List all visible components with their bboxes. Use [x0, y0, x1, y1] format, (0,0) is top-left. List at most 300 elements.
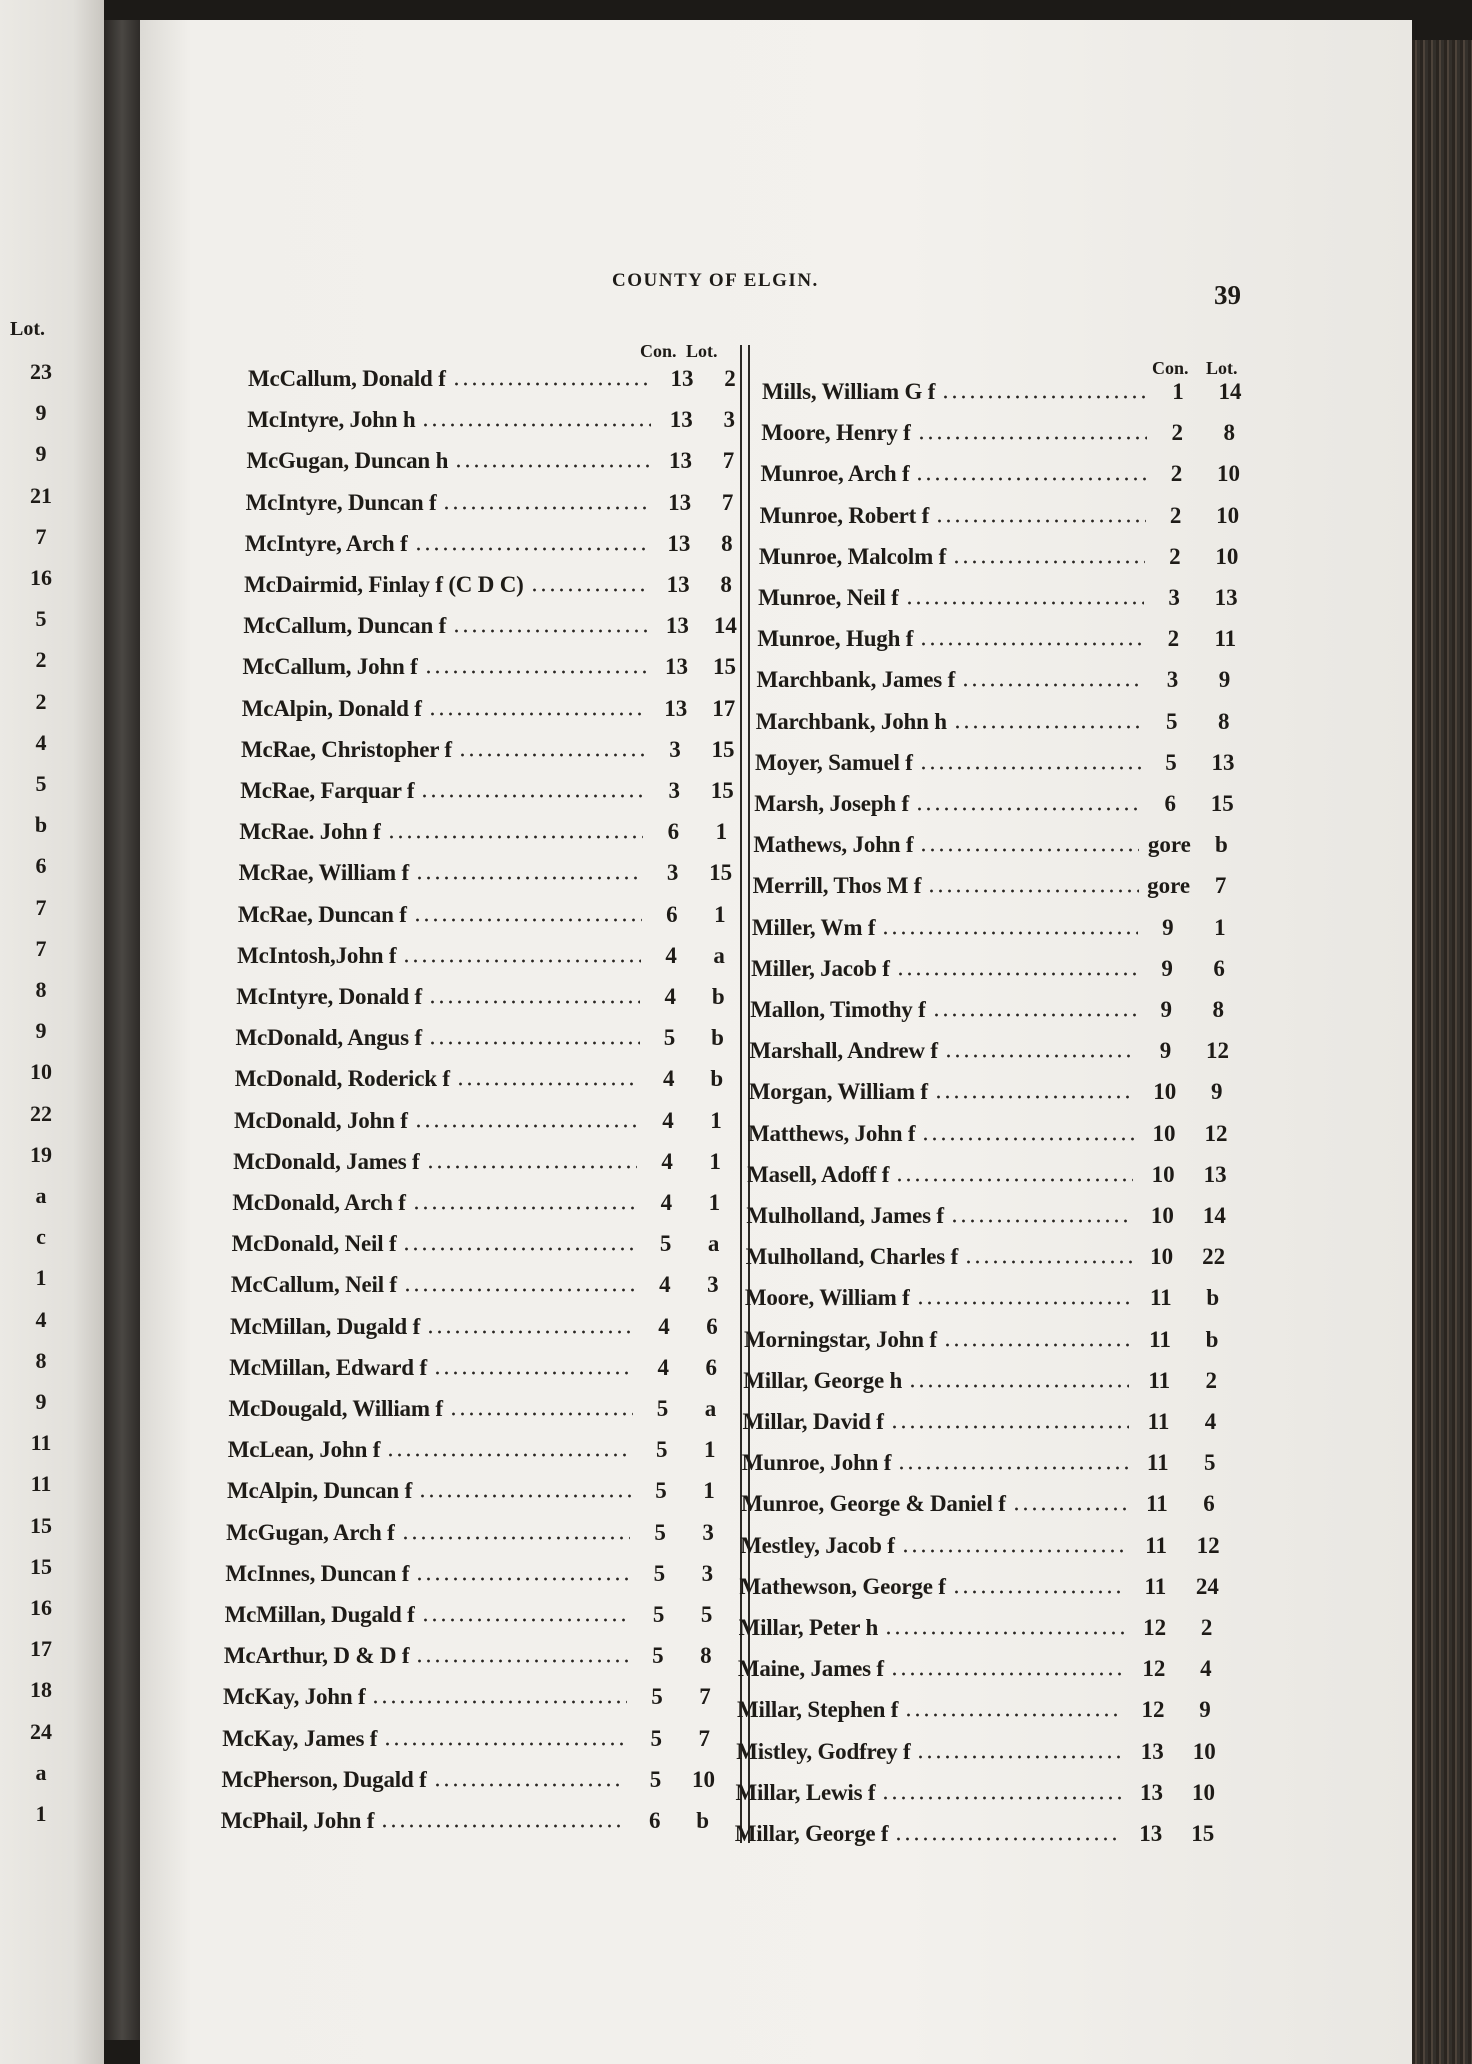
entry-con: 6: [667, 819, 680, 845]
entry-lot: 5: [700, 1602, 713, 1627]
list-entry: [236, 1025, 726, 1059]
entry-lot: a: [704, 1396, 717, 1421]
list-entry: [246, 448, 736, 482]
list-entry: [737, 1697, 1217, 1731]
leader-dots: [413, 918, 642, 922]
entry-con: 13: [666, 572, 690, 597]
previous-page-lot: a: [35, 1759, 47, 1785]
entry-name: McLean, John f: [227, 1437, 381, 1463]
leader-dots: [402, 959, 641, 963]
entry-con: 11: [1145, 1532, 1168, 1558]
list-entry: [221, 1808, 711, 1842]
entry-lot: b: [1206, 1285, 1220, 1311]
entry-lot: b: [696, 1808, 710, 1833]
leader-dots: [934, 1095, 1135, 1099]
leader-dots: [415, 1577, 629, 1581]
entry-name: Morgan, William f: [748, 1079, 928, 1105]
entry-lot: 15: [711, 736, 735, 762]
leader-dots: [414, 547, 649, 551]
entry-lot: 8: [1212, 997, 1225, 1022]
previous-page-lot: 8: [35, 977, 47, 1002]
leader-dots: [917, 436, 1148, 440]
entry-lot: b: [711, 1025, 724, 1051]
entry-con: 12: [1143, 1615, 1167, 1640]
leader-dots: [1012, 1507, 1127, 1511]
leader-dots: [884, 1631, 1125, 1635]
list-entry: [742, 1450, 1222, 1484]
entry-name: Matthews, John f: [747, 1120, 916, 1146]
leader-dots: [894, 1837, 1120, 1841]
entry-lot: 9: [1218, 667, 1231, 693]
entry-lot: 4: [1204, 1409, 1217, 1434]
book-gutter: [104, 20, 140, 2040]
list-entry: [758, 585, 1238, 619]
entry-lot: 7: [699, 1684, 711, 1710]
previous-page-lot: 18: [30, 1677, 52, 1703]
entry-con: 5: [655, 1437, 668, 1463]
entry-con: 13: [665, 613, 689, 639]
list-entry: [229, 1355, 719, 1389]
running-head: COUNTY OF ELGIN.: [612, 270, 819, 291]
leader-dots: [895, 1178, 1133, 1182]
entry-con: 13: [1140, 1738, 1164, 1764]
entry-lot: 15: [709, 860, 733, 886]
entry-lot: b: [1205, 1326, 1219, 1352]
list-entry: [238, 860, 733, 894]
entry-lot: 10: [1215, 543, 1239, 569]
entry-con: 2: [1169, 543, 1181, 569]
entry-con: gore: [1147, 873, 1191, 899]
previous-page-lot: 2: [35, 688, 47, 714]
list-entry: [240, 736, 735, 771]
entry-name: McGugan, Arch f: [226, 1519, 395, 1545]
entry-lot: b: [710, 1066, 724, 1092]
list-entry: [745, 1285, 1225, 1319]
list-entry: [225, 1561, 715, 1595]
entry-con: 4: [665, 942, 677, 968]
leader-dots: [943, 1343, 1130, 1347]
leader-dots: [927, 889, 1138, 893]
previous-page-lot: 4: [35, 1306, 47, 1332]
leader-dots: [952, 560, 1145, 564]
entry-name: McGugan, Duncan h: [246, 448, 449, 474]
entry-con: 1: [1172, 379, 1184, 404]
list-entry: [247, 407, 737, 441]
entry-name: Munroe, Arch f: [760, 461, 910, 487]
entry-lot: 1: [714, 901, 726, 927]
list-entry: [736, 1739, 1216, 1773]
previous-page-lot: 7: [35, 894, 47, 920]
entry-con: 10: [1150, 1244, 1174, 1270]
entry-con: 4: [658, 1313, 670, 1339]
leader-dots: [415, 876, 643, 880]
entry-name: Marsh, Joseph f: [754, 791, 909, 816]
entry-lot: 5: [1203, 1450, 1216, 1476]
entry-lot: 1: [710, 1107, 722, 1133]
right-con-header: Con.: [1152, 358, 1189, 378]
previous-page-lot: 10: [30, 1059, 52, 1085]
entry-name: McKay, John f: [223, 1684, 366, 1710]
leader-dots: [383, 1742, 626, 1746]
list-entry: [223, 1684, 713, 1718]
entry-lot: 2: [1205, 1367, 1218, 1393]
list-entry: [743, 1409, 1223, 1443]
entry-lot: 14: [1202, 1203, 1226, 1228]
entry-con: 4: [657, 1354, 670, 1380]
entry-name: Mistley, Godfrey f: [736, 1738, 911, 1764]
entry-name: McRae, Farquar f: [240, 778, 415, 803]
entry-name: McPhail, John f: [220, 1808, 375, 1833]
list-entry: [240, 778, 734, 812]
entry-name: Morningstar, John f: [744, 1326, 937, 1352]
previous-page-lot: 16: [30, 1595, 52, 1620]
entry-name: Mestley, Jacob f: [740, 1532, 895, 1558]
entry-lot: 12: [1206, 1038, 1230, 1064]
entry-con: gore: [1147, 832, 1191, 858]
leader-dots: [890, 1672, 1124, 1676]
entry-name: Miller, Wm f: [751, 914, 876, 940]
entry-name: McDonald, Angus f: [235, 1025, 422, 1051]
entry-name: Mulholland, James f: [746, 1203, 944, 1228]
entry-con: 13: [1139, 1779, 1163, 1805]
leader-dots: [908, 1384, 1129, 1388]
list-entry: [746, 1203, 1226, 1237]
entry-lot: a: [707, 1231, 720, 1257]
page-block-edge: [1412, 40, 1472, 2064]
entry-name: McMillan, Dugald f: [224, 1602, 415, 1627]
entry-lot: 8: [1223, 420, 1235, 446]
leader-dots: [916, 1301, 1131, 1305]
leader-dots: [414, 1124, 638, 1128]
previous-page-lot-header: Lot.: [10, 318, 45, 340]
entry-lot: 10: [1216, 461, 1240, 487]
leader-dots: [426, 1165, 638, 1169]
previous-page-lot: 24: [30, 1718, 52, 1744]
list-entry: [740, 1533, 1220, 1567]
leader-dots: [919, 848, 1139, 852]
list-entry: [760, 461, 1240, 495]
entry-lot: 12: [1196, 1532, 1220, 1558]
entry-con: 9: [1162, 914, 1174, 940]
entry-con: 2: [1170, 461, 1183, 487]
entry-lot: 13: [1211, 749, 1235, 775]
leader-dots: [412, 1206, 637, 1210]
previous-page-lot: 7: [35, 935, 47, 961]
list-entry: [243, 613, 737, 647]
list-entry: [229, 1396, 719, 1430]
entry-lot: b: [1215, 832, 1228, 858]
entry-name: Mallon, Timothy f: [750, 997, 926, 1022]
entry-con: 12: [1142, 1656, 1166, 1682]
entry-name: Millar, David f: [742, 1409, 884, 1434]
entry-lot: 7: [698, 1725, 710, 1751]
list-entry: [747, 1162, 1227, 1196]
entry-con: 5: [656, 1396, 669, 1421]
previous-page-lot: 9: [35, 1018, 47, 1044]
list-entry: [232, 1190, 722, 1224]
previous-page-lot: a: [35, 1183, 47, 1208]
list-entry: [757, 626, 1237, 660]
entry-name: Marshall, Andrew f: [749, 1038, 938, 1064]
entry-name: McCallum, Duncan f: [243, 613, 447, 639]
entry-con: 9: [1159, 1038, 1172, 1064]
list-entry: [241, 695, 736, 730]
entry-lot: 3: [707, 1272, 719, 1298]
leader-dots: [905, 601, 1144, 605]
entry-con: 4: [664, 984, 677, 1009]
entry-lot: 9: [1199, 1697, 1211, 1723]
entry-con: 2: [1167, 626, 1180, 652]
previous-page-lot: 19: [30, 1141, 52, 1167]
entry-name: Mathews, John f: [753, 832, 914, 858]
leader-dots: [941, 395, 1148, 399]
previous-page-lot: 11: [30, 1471, 52, 1497]
leader-dots: [890, 1425, 1129, 1429]
entry-lot: 1: [709, 1148, 721, 1174]
entry-name: McRae, Christopher f: [240, 736, 452, 762]
entry-lot: 14: [713, 613, 737, 639]
leader-dots: [426, 1330, 634, 1334]
leader-dots: [950, 1219, 1133, 1223]
entry-con: 13: [669, 407, 693, 433]
list-entry: [230, 1314, 720, 1348]
leader-dots: [421, 423, 651, 427]
list-entry: [236, 984, 726, 1018]
entry-name: McDougald, William f: [228, 1396, 443, 1421]
entry-con: 12: [1141, 1697, 1165, 1723]
entry-con: 6: [666, 901, 678, 927]
entry-lot: 15: [1191, 1821, 1215, 1846]
leader-dots: [881, 931, 1138, 935]
entry-name: McIntosh,John f: [237, 942, 397, 968]
leader-dots: [919, 642, 1143, 646]
entry-name: McDonald, Arch f: [232, 1190, 406, 1215]
previous-page-lot: 16: [30, 565, 52, 590]
entry-con: 13: [668, 489, 692, 515]
left-lot-header: Lot.: [686, 341, 718, 361]
entry-con: 4: [661, 1148, 673, 1174]
list-entry: [757, 667, 1237, 701]
entry-con: 5: [654, 1519, 666, 1545]
list-entry: [234, 1108, 724, 1142]
entry-con: 10: [1151, 1161, 1175, 1187]
previous-page-lot: 17: [30, 1636, 52, 1662]
entry-con: 9: [1160, 997, 1173, 1022]
previous-page-lot: 11: [30, 1430, 52, 1456]
entry-name: Munroe, Neil f: [758, 585, 899, 610]
entry-name: Masell, Adoff f: [747, 1161, 890, 1187]
list-entry: [756, 709, 1236, 743]
list-entry: [248, 366, 738, 400]
entry-con: 5: [650, 1725, 662, 1751]
entry-lot: 14: [1218, 379, 1242, 404]
leader-dots: [442, 506, 649, 510]
entry-con: 10: [1153, 1079, 1177, 1105]
leader-dots: [424, 670, 647, 674]
entry-con: 3: [1166, 667, 1179, 693]
page-number: 39: [1214, 280, 1241, 310]
leader-dots: [916, 1755, 1122, 1759]
entry-lot: 7: [722, 448, 735, 474]
leader-dots: [449, 1412, 633, 1416]
entry-name: Maine, James f: [737, 1656, 884, 1682]
entry-con: 6: [1164, 791, 1176, 816]
entry-con: 5: [653, 1560, 666, 1586]
entry-name: Merrill, Thos M f: [752, 873, 922, 899]
entry-name: McCallum, John f: [242, 654, 418, 680]
leader-dots: [961, 683, 1142, 687]
list-entry: [231, 1272, 721, 1306]
leader-dots: [433, 1783, 626, 1787]
list-entry: [235, 1066, 725, 1100]
list-entry: [760, 503, 1240, 537]
entry-name: McRae, William f: [238, 860, 409, 886]
previous-page-lot: b: [34, 812, 48, 838]
entry-con: 5: [1165, 749, 1177, 775]
list-entry: [228, 1437, 718, 1471]
entry-lot: 1: [1214, 914, 1226, 940]
entry-con: 5: [652, 1602, 665, 1627]
list-entry: [222, 1726, 712, 1760]
entry-name: Munroe, Robert f: [759, 502, 930, 528]
list-entry: [749, 1079, 1229, 1113]
leader-dots: [415, 1659, 628, 1663]
entry-lot: a: [713, 942, 725, 968]
leader-dots: [952, 1590, 1126, 1594]
entry-name: Marchbank, James f: [756, 667, 956, 693]
entry-con: 13: [670, 366, 694, 391]
list-entry: [225, 1602, 715, 1636]
list-entry: [244, 572, 734, 606]
leader-dots: [420, 794, 644, 798]
entry-lot: 7: [1214, 873, 1227, 899]
list-entry: [226, 1520, 716, 1554]
leader-dots: [456, 1082, 639, 1086]
entry-name: Mulholland, Charles f: [745, 1244, 959, 1270]
entry-con: 10: [1152, 1120, 1176, 1146]
entry-con: 13: [667, 530, 691, 556]
list-entry: [752, 915, 1232, 949]
list-entry: [741, 1491, 1221, 1525]
entry-name: McKay, James f: [222, 1725, 378, 1751]
entry-name: McIntyre, Donald f: [236, 984, 423, 1009]
list-entry: [233, 1149, 723, 1183]
entry-name: McDonald, Neil f: [231, 1231, 397, 1257]
previous-page-lot: 9: [35, 400, 47, 426]
entry-lot: 6: [1213, 955, 1225, 981]
entry-name: Millar, George f: [734, 1821, 889, 1846]
entry-lot: 10: [1216, 502, 1240, 528]
entry-con: 10: [1150, 1203, 1174, 1228]
entry-name: Millar, George h: [743, 1367, 903, 1393]
previous-page-lot: 2: [35, 647, 47, 673]
entry-con: 5: [655, 1478, 667, 1504]
list-entry: [744, 1327, 1224, 1361]
entry-name: McDonald, James f: [233, 1148, 420, 1174]
entry-name: Mathewson, George f: [739, 1573, 946, 1599]
entry-con: 11: [1149, 1285, 1172, 1311]
leader-dots: [387, 835, 644, 839]
previous-page-lot: 1: [35, 1265, 47, 1291]
entry-lot: b: [711, 984, 725, 1009]
entry-con: 3: [1168, 585, 1180, 610]
entry-name: McIntyre, John h: [247, 407, 416, 433]
leader-dots: [915, 807, 1140, 811]
list-entry: [739, 1574, 1219, 1608]
leader-dots: [897, 1466, 1128, 1470]
previous-page-lot: 6: [35, 853, 47, 879]
leader-dots: [452, 629, 647, 633]
entry-con: 11: [1149, 1326, 1171, 1352]
entry-lot: 1: [708, 1190, 721, 1215]
entry-lot: 3: [701, 1560, 714, 1586]
entry-name: McArthur, D & D f: [223, 1643, 410, 1669]
previous-page-lot: 4: [35, 729, 47, 755]
previous-page-lot: c: [36, 1224, 46, 1250]
leader-dots: [418, 1494, 631, 1498]
entry-con: 13: [664, 695, 688, 721]
entry-name: Millar, Lewis f: [735, 1779, 876, 1805]
list-entry: [242, 654, 737, 688]
entry-lot: 3: [702, 1519, 714, 1545]
previous-page-lot: 5: [35, 606, 47, 632]
entry-lot: 15: [1210, 791, 1234, 816]
entry-lot: 1: [703, 1478, 715, 1504]
entry-con: 2: [1171, 420, 1183, 446]
list-entry: [751, 956, 1231, 990]
entry-con: 11: [1144, 1573, 1167, 1599]
leader-dots: [901, 1549, 1126, 1553]
entry-name: Millar, Peter h: [738, 1615, 879, 1640]
leader-dots: [386, 1453, 632, 1457]
list-entry: [246, 490, 736, 524]
previous-page-lot: 23: [30, 359, 52, 384]
entry-con: 5: [649, 1766, 662, 1792]
leader-dots: [458, 753, 645, 757]
entry-con: 11: [1146, 1450, 1169, 1476]
list-entry: [753, 832, 1233, 866]
entry-lot: 6: [1203, 1491, 1215, 1517]
leader-dots: [433, 1371, 633, 1375]
previous-page-lot: 22: [30, 1100, 52, 1126]
list-entry: [761, 420, 1241, 454]
entry-con: 11: [1146, 1491, 1168, 1517]
entry-con: 13: [665, 654, 689, 680]
previous-page-lot: 5: [35, 771, 47, 796]
leader-dots: [919, 766, 1141, 770]
entry-name: McDonald, Roderick f: [234, 1066, 450, 1092]
entry-name: Munroe, John f: [741, 1450, 892, 1476]
entry-name: McCallum, Donald f: [248, 366, 446, 391]
list-entry: [754, 791, 1234, 825]
list-entry: [224, 1643, 714, 1677]
entry-name: Munroe, George & Daniel f: [740, 1491, 1006, 1517]
list-entry: [232, 1231, 722, 1265]
leader-dots: [932, 1013, 1137, 1017]
entry-lot: 10: [1192, 1738, 1216, 1764]
entry-name: Munroe, Hugh f: [757, 626, 914, 652]
leader-dots: [944, 1054, 1136, 1058]
list-entry: [221, 1766, 715, 1801]
entry-con: 3: [668, 778, 680, 803]
list-entry: [750, 1038, 1230, 1072]
entry-name: Moyer, Samuel f: [754, 749, 913, 775]
previous-page-lot: 15: [30, 1512, 52, 1538]
entry-con: 9: [1161, 955, 1173, 981]
list-entry: [239, 819, 729, 853]
list-entry: [743, 1368, 1223, 1402]
previous-page-lot: 9: [35, 1389, 47, 1414]
